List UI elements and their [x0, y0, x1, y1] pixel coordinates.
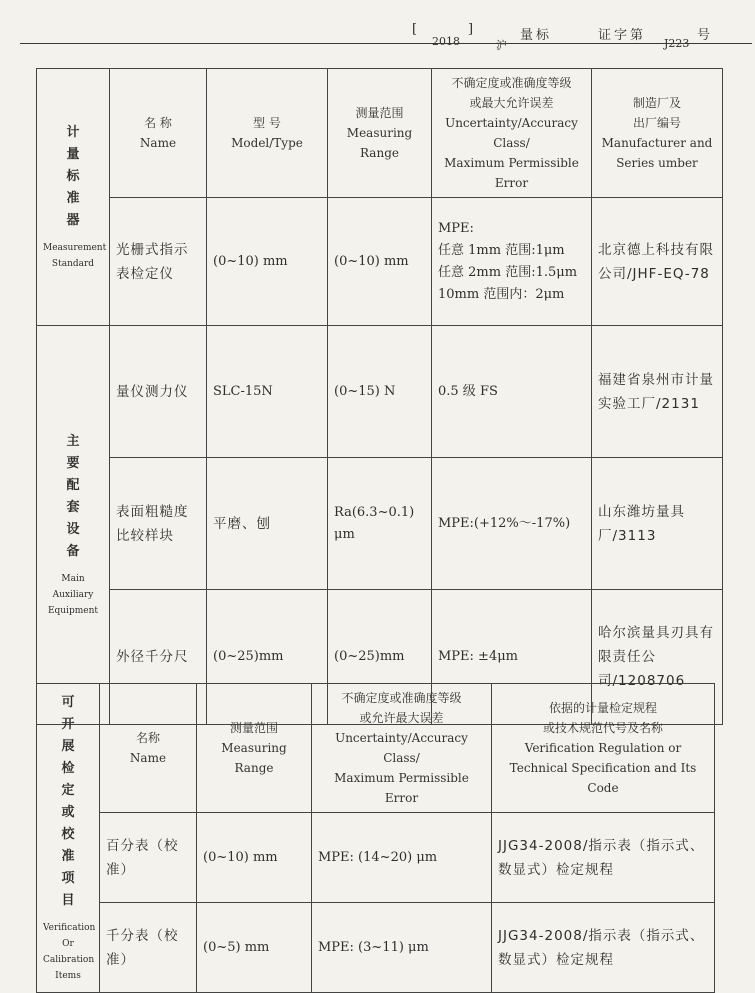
header-bracket-open: [: [412, 22, 418, 37]
aux-range: (0~25)mm: [328, 590, 432, 725]
table-row: [37, 903, 715, 993]
standard-range: (0~10) mm: [328, 198, 432, 326]
aux-range: Ra(6.3~0.1) μm: [328, 458, 432, 590]
standard-label-en: Measurement Standard: [43, 243, 107, 269]
verify-regulation: JJG34-2008/指示表（指示式、数显式）检定规程: [492, 903, 715, 993]
aux-model: 平磨、刨: [207, 458, 328, 590]
header-name: 名 称 Name: [110, 69, 207, 198]
aux-error: MPE: ±4μm: [432, 590, 592, 725]
standard-model: (0~10) mm: [207, 198, 328, 326]
standard-section-label: [37, 69, 110, 326]
verify-name: 百分表（校准）: [100, 813, 197, 903]
standard-error: MPE: 任意 1mm 范围:1μm 任意 2mm 范围:1.5μm 10mm 范围内：2μm: [432, 198, 592, 326]
header-hao: 号: [697, 28, 711, 43]
header-region: 沪: [496, 39, 507, 52]
verification-label-cn: 可开展检定或校准项目: [61, 695, 75, 908]
aux-manufacturer: 哈尔滨量具刃具有限责任公司/1208706: [592, 590, 723, 725]
table-row: [37, 326, 723, 458]
header-year: 2018: [432, 35, 460, 48]
verification-section-label: [37, 684, 100, 993]
aux-model: (0~25)mm: [207, 590, 328, 725]
aux-manufacturer: 福建省泉州市计量实验工厂/2131: [592, 326, 723, 458]
header-model: 型 号 Model/Type: [207, 69, 328, 198]
header-code: J223: [664, 37, 690, 50]
table-row: [37, 458, 723, 590]
aux-model: SLC-15N: [207, 326, 328, 458]
verify-error: MPE: (3~11) μm: [312, 903, 492, 993]
verification-table: [36, 683, 715, 993]
header-zhengzi: 证字第: [598, 28, 647, 43]
header-rule: [20, 43, 752, 44]
header-manufacturer: 制造厂及 出厂编号 Manufacturer and Series umber: [592, 69, 723, 198]
table-row: [37, 198, 723, 326]
aux-range: (0~15) N: [328, 326, 432, 458]
table-row: [37, 813, 715, 903]
verify-header-name: 名称 Name: [100, 684, 197, 813]
verify-header-regulation: 依据的计量检定规程 或技术规范代号及名称 Verification Regulation or Technical Specification and Its Code: [492, 684, 715, 813]
equipment-table: [36, 68, 723, 725]
header-range: 测量范围 Measuring Range: [328, 69, 432, 198]
verify-header-range: 测量范围 Measuring Range: [197, 684, 312, 813]
aux-name: 表面粗糙度比较样块: [110, 458, 207, 590]
aux-name: 外径千分尺: [110, 590, 207, 725]
header-liangbiao: 量标: [520, 28, 553, 43]
auxiliary-label-en: Main Auxiliary Equipment: [47, 574, 99, 616]
verify-range: (0~10) mm: [197, 813, 312, 903]
header-uncertainty: 不确定度或准确度等级 或最大允许误差 Uncertainty/Accuracy Class/ Maximum Permissible Error: [432, 69, 592, 198]
verification-label-en: Verification Or Calibration Items: [43, 923, 96, 981]
verify-header-uncertainty: 不确定度或准确度等级 或允许最大误差 Uncertainty/Accuracy Class/ Maximum Permissible Error: [312, 684, 492, 813]
certificate-header: [0, 0, 755, 60]
standard-header-row: [37, 69, 723, 198]
verify-name: 千分表（校准）: [100, 903, 197, 993]
verify-error: MPE: (14~20) μm: [312, 813, 492, 903]
standard-label-cn: 计量标准器: [66, 125, 80, 228]
aux-error: 0.5 级 FS: [432, 326, 592, 458]
aux-error: MPE:(+12%～-17%): [432, 458, 592, 590]
verification-header-row: [37, 684, 715, 813]
header-bracket-close: ]: [468, 22, 474, 37]
standard-manufacturer: 北京德上科技有限公司/JHF-EQ-78: [592, 198, 723, 326]
aux-manufacturer: 山东潍坊量具厂/3113: [592, 458, 723, 590]
aux-name: 量仪测力仪: [110, 326, 207, 458]
verify-regulation: JJG34-2008/指示表（指示式、数显式）检定规程: [492, 813, 715, 903]
auxiliary-label-cn: 主要配套设备: [66, 434, 80, 559]
auxiliary-section-label: [37, 326, 110, 725]
verify-range: (0~5) mm: [197, 903, 312, 993]
standard-name: 光栅式指示表检定仪: [110, 198, 207, 326]
